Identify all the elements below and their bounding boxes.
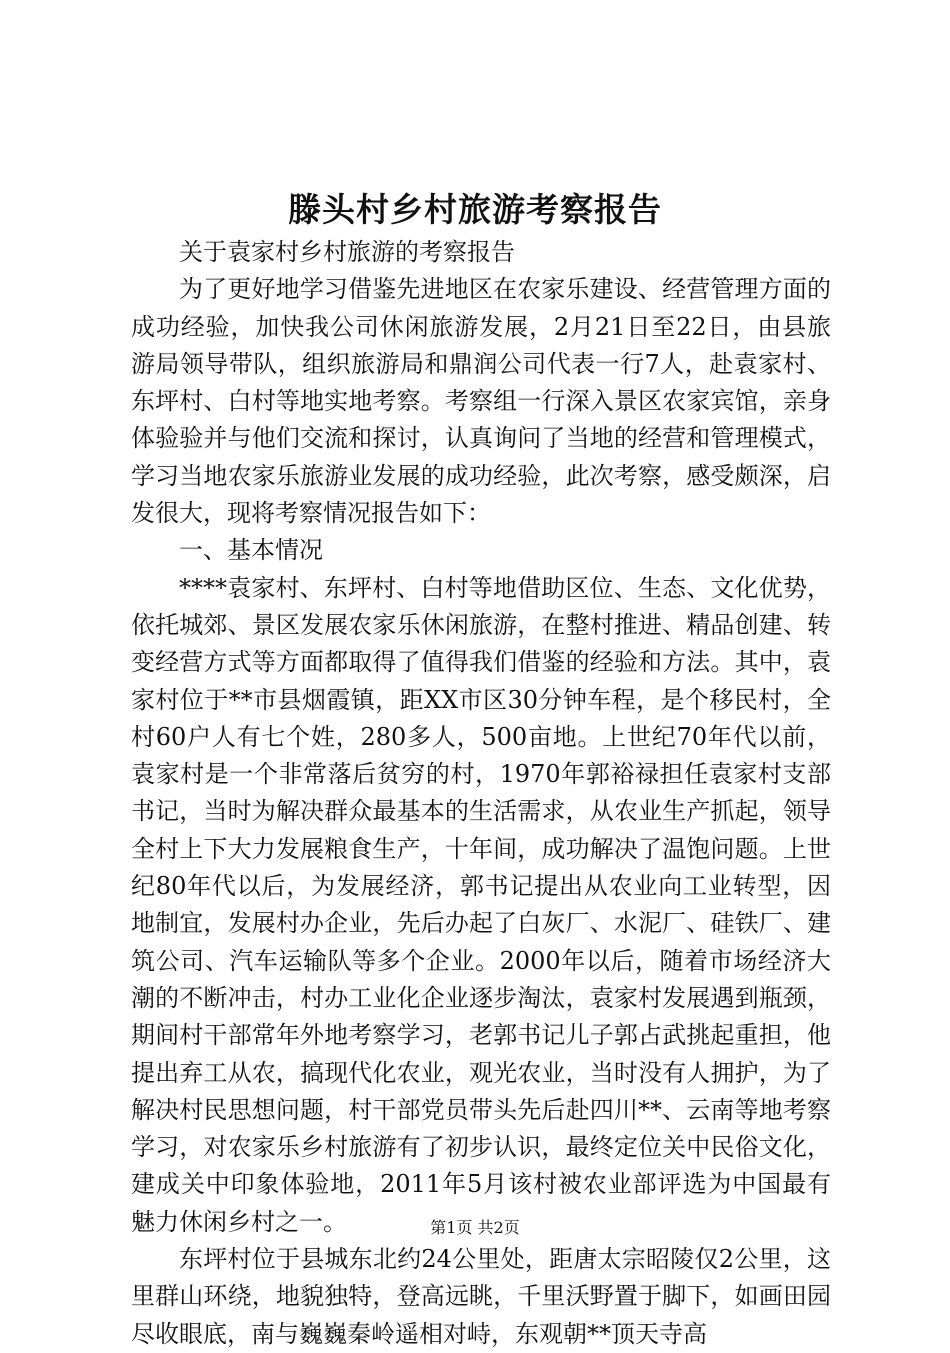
paragraph-intro: 为了更好地学习借鉴先进地区在农家乐建设、经营管理方面的成功经验，加快我公司休闲旅游发展，2月21日至22日，由县旅游局领导带队，组织旅游局和鼎润公司代表一行7人，赴袁家村、东坪村、白村等地实地考察。考察组一行深入景区农家宾馆，亲身体验验并与他们交流和探讨，认真询问了当地的经营和管理模式，学习当地农家乐旅游业发展的成功经验，此次考察，感受颇深，启发很大，现将考察情况报告如下： xyxy=(131,275,831,528)
page-footer: 第1页 共2页 xyxy=(430,1218,520,1237)
section-heading-basic: 一、基本情况 xyxy=(179,536,323,565)
document-body xyxy=(131,234,831,1353)
document-title: 滕头村乡村旅游考察报告 xyxy=(288,190,662,229)
paragraph-subtitle: 关于袁家村乡村旅游的考察报告 xyxy=(179,238,515,266)
paragraph-dongping: 东坪村位于县城东北约24公里处，距唐太宗昭陵仅2公里，这里群山环绕，地貌独特，登高远眺，千里沃野置于脚下，如画田园尽收眼底，南与巍巍秦岭遥相对峙，东观朝**顶天寺高 xyxy=(131,1245,831,1348)
paragraph-yuanjia: ****袁家村、东坪村、白村等地借助区位、生态、文化优势，依托城郊、景区发展农家乐休闲旅游，在整村推进、精品创建、转变经营方式等方面都取得了值得我们借鉴的经验和方法。其中，袁家村位于**市县烟霞镇，距XX市区30分钟车程，是个移民村，全村60户人有七个姓，280多人，500亩地。上世纪70年代以前，袁家村是一个非常落后贫穷的村，1970年郭裕禄担任袁家村支部书记，当时为解决群众最基本的生活需求，从农业生产抓起，领导全村上下大力发展粮食生产，十年间，成功解决了温饱问题。上世纪80年代以后，为发展经济，郭书记提出从农业向工业转型，因地制宜，发展村办企业，先后办起了白灰厂、水泥厂、硅铁厂、建筑公司、汽车运输队等多个企业。2000年以后，随着市场经济大潮的不断冲击，村办工业化企业逐步淘汰，袁家村发展遇到瓶颈，期间村干部常年外地考察学习，老郭书记儿子郭占武挑起重担，他提出弃工从农，搞现代化农业，观光农业，当时没有人拥护，为了解决村民思想问题，村干部党员带头先后赴四川**、云南等地考察学习，对农家乐乡村旅游有了初步认识，最终定位关中民俗文化，建成关中印象体验地，2011年5月该村被农业部评选为中国最有魅力休闲乡村之一。 xyxy=(131,573,831,1236)
